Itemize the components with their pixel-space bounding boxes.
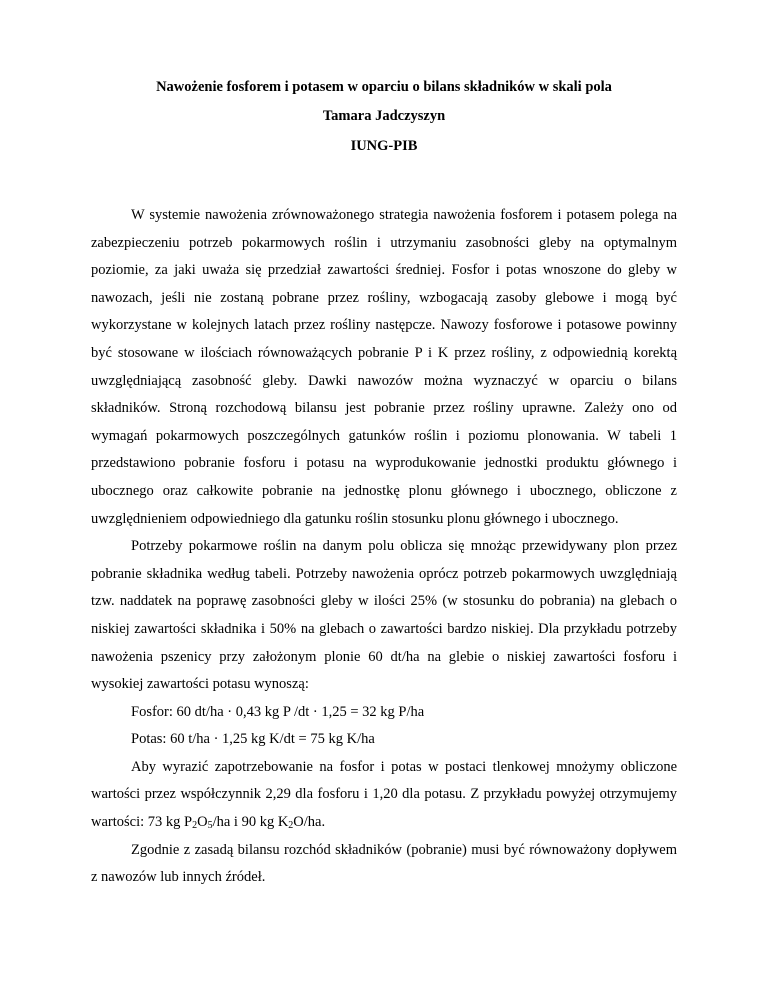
calculation-potassium: Potas: 60 t/ha · 1,25 kg K/dt = 75 kg K/ha bbox=[131, 731, 375, 748]
document-title: Nawożenie fosforem i potasem w oparciu o bilans składników w skali pola bbox=[156, 79, 612, 95]
oxide-text-2: /ha i 90 kg K bbox=[212, 814, 289, 831]
calculation-phosphorus: Fosfor: 60 dt/ha · 0,43 kg P /dt · 1,25 = 32 kg P/ha bbox=[131, 703, 425, 720]
o-subscript: 5 bbox=[207, 820, 213, 832]
paragraph-needs: Potrzeby pokarmowe roślin na danym polu oblicza się mnożąc przewidywany plon przez pobranie składnika według tabeli. Potrzeby nawożenia oprócz potrzeb pokarmowych uwzględniają tzw. naddatek na poprawę zasobności gleby w ilości 25% (w stosunku do pobrania) na glebach o niskiej zawartości składnika i 50% na glebach o zawartości bardzo niskiej. Dla przykładu potrzeby nawożenia pszenicy przy założonym plonie 60 dt/ha na glebie o niskiej zawartości fosforu i wysokiej zawartości potasu wynoszą: bbox=[91, 538, 677, 693]
oxide-end: O/ha. bbox=[293, 814, 326, 831]
paragraph-balance: Zgodnie z zasadą bilansu rozchód składników (pobranie) musi być równoważony dopływem z nawozów lub innych źródeł. bbox=[91, 841, 677, 886]
oxide-text: Aby wyrazić zapotrzebowanie na fosfor i potas w postaci tlenkowej mnożymy obliczone wartości przez współczynnik 2,29 dla fosforu i 1,20 dla potasu. Z przykładu powyżej otrzymujemy wartości: 73 kg P bbox=[91, 758, 677, 831]
document-body bbox=[91, 202, 677, 892]
institution-name: IUNG-PIB bbox=[350, 138, 418, 154]
paragraph-oxide-form bbox=[91, 754, 677, 837]
oxide-o: O bbox=[197, 814, 208, 831]
k-subscript: 2 bbox=[288, 820, 294, 832]
author-name: Tamara Jadczyszyn bbox=[322, 108, 446, 124]
p-subscript: 2 bbox=[192, 820, 198, 832]
paragraph-intro: W systemie nawożenia zrównoważonego strategia nawożenia fosforem i potasem polega na zabezpieczeniu potrzeb pokarmowych roślin i utrzymaniu zasobności gleby na optymalnym poziomie, za jaki uważa się przedział zawartości średniej. Fosfor i potas wnoszone do gleby w nawozach, jeśli nie zostaną pobrane przez rośliny, wzbogacają zasoby glebowe i mogą być wykorzystane w kolejnych latach przez rośliny następcze. Nawozy fosforowe i potasowe powinny być stosowane w ilościach równoważących pobranie P i K przez rośliny, z odpowiednią korektą uwzględniającą zasobność gleby. Dawki nawozów można wyznaczyć w oparciu o bilans składników. Stroną rozchodową bilansu jest pobranie przez rośliny uprawne. Zależy ono od wymagań pokarmowych poszczególnych gatunków roślin i poziomu plonowania. W tabeli 1 przedstawiono pobranie fosforu i potasu na wyprodukowanie jednostki produktu głównego i ubocznego oraz całkowite pobranie na jednostkę plonu głównego i ubocznego, obliczone z uwzględnieniem odpowiedniego dla gatunku roślin stosunku plonu głównego i ubocznego. bbox=[91, 207, 677, 527]
